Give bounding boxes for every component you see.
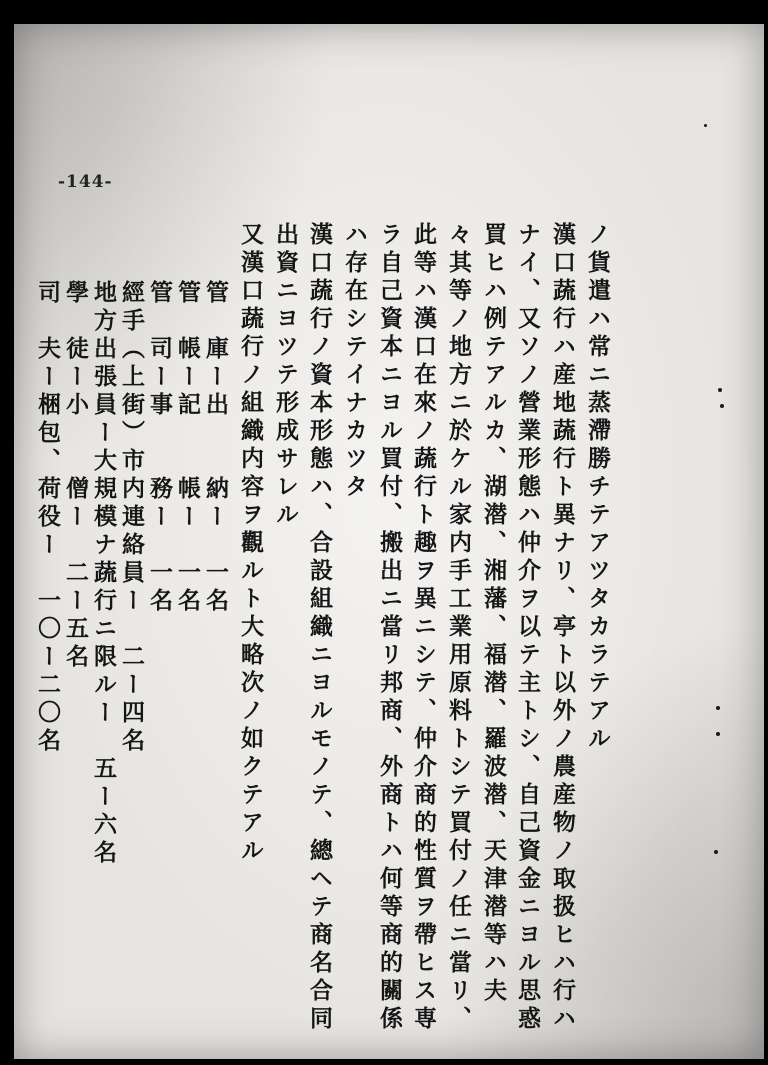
scan-speck — [716, 732, 720, 736]
scan-speck — [714, 850, 718, 854]
staff-list-item: 經手（上街）市内連絡員ー 二ー四名 — [118, 280, 145, 756]
scan-speck — [716, 706, 720, 710]
text-column: ラ自己資本ニヨル買付、搬出ニ當リ邦商、外商トハ何等商的關係 — [376, 222, 403, 1034]
staff-list-item: 管 庫ー出 納ー 一名 — [202, 280, 229, 616]
document-page — [14, 24, 764, 1059]
text-column: ハ存在シテイナカツタ — [341, 222, 368, 502]
text-column: ナイ、又ソノ營業形態ハ仲介ヲ以テ主トシ、自己資金ニヨル思惑 — [514, 222, 541, 1034]
staff-list-item: 管 司ー事 務ー 一名 — [146, 280, 173, 616]
text-column: 々其等ノ地方ニ於ケル家内手工業用原料トシテ買付ノ任ニ當リ、 — [445, 222, 472, 1034]
staff-list-item: 管 帳ー記 帳ー 一名 — [174, 280, 201, 616]
text-column: 又漢口蔬行ノ組織内容ヲ觀ルト大略次ノ如クテアル — [237, 222, 264, 866]
text-column: 漢口蔬行ノ資本形態ハ、合設組織ニヨルモノテ、總ヘテ商名合同 — [306, 222, 333, 1034]
page-number: -144- — [58, 172, 113, 192]
text-column: 買ヒハ例テアルカ、湖潜、湘藩、福潜、羅波潜、天津潜等ハ夫 — [480, 222, 507, 1006]
scan-speck — [718, 388, 722, 392]
staff-list-item: 學 徒ー小 僧ー 二ー五名 — [62, 280, 89, 672]
text-column: 此等ハ漢口在來ノ蔬行ト趣ヲ異ニシテ、仲介商的性質ヲ帶ヒス専 — [410, 222, 437, 1034]
text-column: ノ貨遣ハ常ニ蒸滯勝チテアツタカラテアル — [584, 222, 611, 754]
scan-speck — [704, 124, 707, 127]
scan-speck — [720, 404, 724, 408]
staff-list-item: 司 夫ー梱包、荷役ー 一〇ー二〇名 — [34, 280, 61, 756]
text-column: 漢口蔬行ハ産地蔬行ト異ナリ、亭ト以外ノ農産物ノ取扱ヒハ行ハ — [549, 222, 576, 1034]
text-column: 出資ニヨツテ形成サレル — [272, 222, 299, 530]
staff-list-item: 地方出張員ー大規模ナ蔬行ニ限ルー 五ー六名 — [90, 280, 117, 868]
